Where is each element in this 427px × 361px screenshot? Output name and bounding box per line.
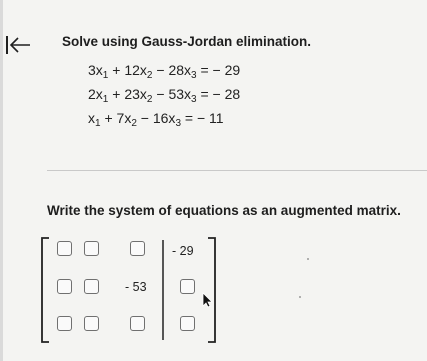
equation-2: $2x_1 + 23x_2 - 53x_3$ = − 28 (88, 86, 241, 105)
question-prompt: Write the system of equations as an augmented matrix. (47, 203, 401, 218)
instruction-text: Solve using Gauss-Jordan elimination. (62, 34, 312, 49)
matrix-cell-r2-c4[interactable] (180, 279, 195, 294)
section-divider (47, 170, 427, 171)
equation-1: $3x_1 + 12x_2 - 28x_3$ = − 29 (88, 62, 241, 81)
matrix-cell-r2-c3: - 53 (125, 280, 147, 294)
matrix-cell-r3-c3[interactable] (130, 316, 145, 331)
matrix-cell-r1-c3[interactable] (130, 241, 145, 256)
mouse-pointer-icon (202, 292, 214, 308)
matrix-cell-r1-c2[interactable] (84, 241, 99, 256)
matrix-cell-r3-c4[interactable] (180, 316, 195, 331)
equation-3: $x_1 + 7x_2 - 16x_3$ = − 11 (88, 110, 224, 129)
left-edge-rule (0, 0, 3, 361)
back-arrow-icon (5, 34, 31, 56)
speck (299, 296, 301, 298)
matrix-cell-r3-c1[interactable] (57, 316, 72, 331)
matrix-cell-r3-c2[interactable] (84, 316, 99, 331)
matrix-cell-r1-c4: - 29 (172, 244, 194, 258)
augmented-matrix (40, 236, 220, 344)
matrix-cell-r2-c2[interactable] (84, 279, 99, 294)
matrix-cell-r2-c1[interactable] (57, 279, 72, 294)
speck (307, 258, 309, 260)
matrix-cell-r1-c1[interactable] (57, 241, 72, 256)
back-button[interactable] (5, 34, 31, 56)
